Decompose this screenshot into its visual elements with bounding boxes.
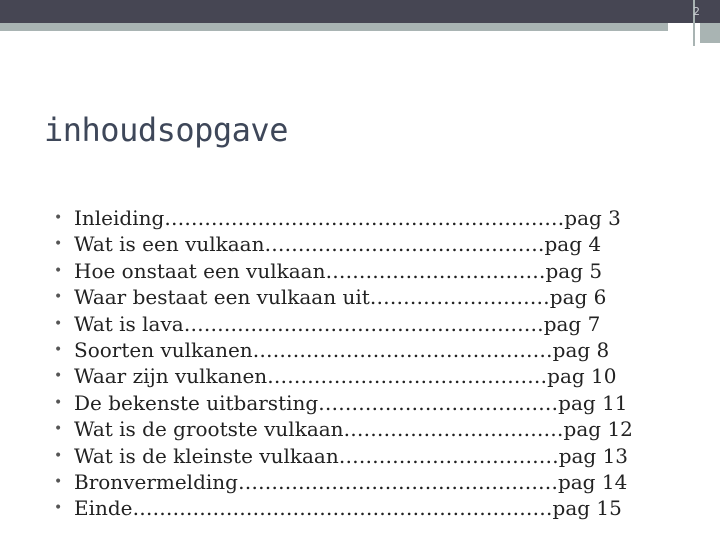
toc-item (52, 284, 633, 310)
toc-item (52, 443, 633, 469)
table-of-contents (52, 205, 633, 522)
toc-item-text: Wat is een vulkaan……………………………………pag 4 (74, 232, 602, 257)
toc-item (52, 469, 633, 495)
toc-item-text: Bronvermelding…………………………………………pag 14 (74, 469, 628, 494)
bullet-icon: • (54, 473, 63, 490)
bullet-icon: • (54, 341, 63, 358)
toc-item (52, 416, 633, 442)
header-bar (0, 0, 720, 23)
toc-item (52, 363, 633, 389)
toc-item (52, 205, 633, 231)
bullet-icon: • (54, 289, 63, 306)
bullet-icon: • (54, 421, 63, 438)
bullet-icon: • (54, 236, 63, 253)
accent-block (700, 23, 720, 43)
toc-item-text: Einde………………………………………………………pag 15 (74, 496, 622, 521)
toc-item-text: Wat is de grootste vulkaan……………………………pag 12 (74, 417, 633, 442)
bullet-icon: • (54, 447, 63, 464)
accent-stripe (0, 23, 668, 31)
bullet-icon: • (54, 500, 63, 517)
toc-item-text: Waar zijn vulkanen……………………………………pag 10 (74, 364, 617, 389)
slide-title: inhoudsopgave (44, 111, 288, 149)
toc-item-text: Soorten vulkanen………………………………………pag 8 (74, 337, 610, 362)
toc-item (52, 311, 633, 337)
bullet-icon: • (54, 315, 63, 332)
bullet-icon: • (54, 210, 63, 226)
toc-item-text: Hoe onstaat een vulkaan……………………………pag 5 (74, 258, 603, 283)
toc-item (52, 337, 633, 363)
toc-item (52, 495, 633, 521)
toc-item-text: De bekenste uitbarsting………………………………pag 11 (74, 390, 628, 415)
toc-item (52, 231, 633, 257)
toc-item-text: Inleiding……………………………………………………pag 3 (74, 206, 621, 230)
bullet-icon: • (54, 262, 63, 279)
slide-number: 2 (693, 5, 700, 18)
bullet-icon: • (54, 368, 63, 385)
toc-item-text: Wat is de kleinste vulkaan……………………………pag 13 (74, 443, 629, 468)
bullet-icon: • (54, 394, 63, 411)
toc-item-text: Wat is lava………………………………………………pag 7 (74, 311, 601, 336)
toc-item (52, 258, 633, 284)
toc-item (52, 390, 633, 416)
toc-item-text: Waar bestaat een vulkaan uit………………………pag 6 (74, 285, 607, 310)
